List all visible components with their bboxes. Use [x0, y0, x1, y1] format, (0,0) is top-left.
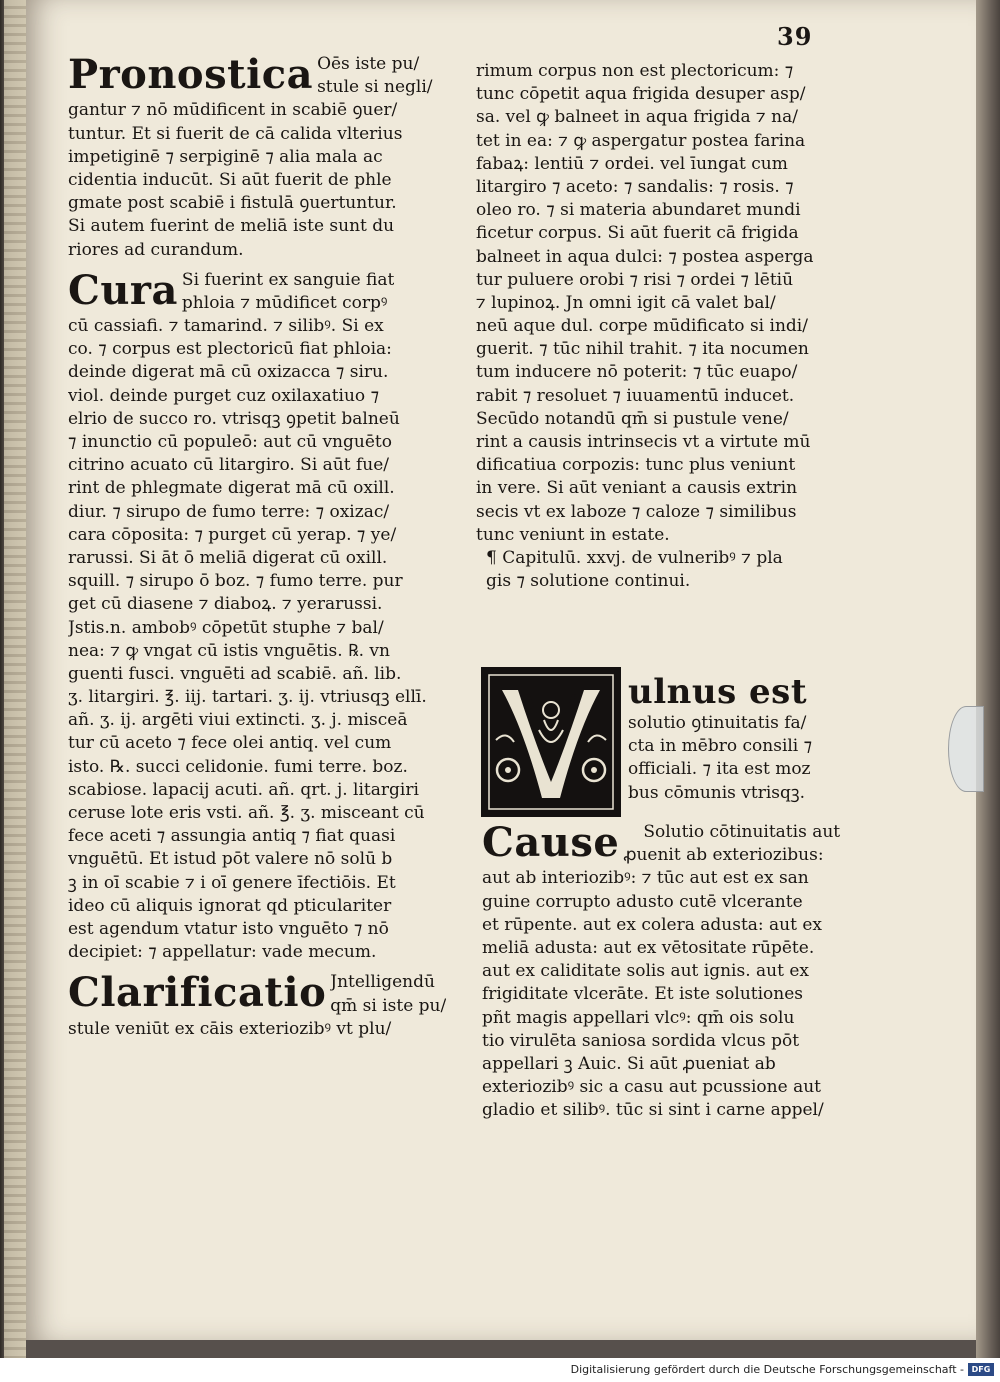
page-clip	[948, 706, 984, 792]
text-line: oleo ro. ⁊ si materia abundaret mundi	[476, 200, 801, 221]
drop-cap-ornament	[484, 670, 618, 814]
clarificatio-head-lines	[330, 970, 446, 1017]
footer-bar	[0, 1358, 1000, 1382]
text-line: Si fuerint ex sanguie fiat	[181, 269, 395, 290]
text-line: citrino acuato cū litargiro. Si aūt fue/	[68, 455, 390, 476]
text-line: ꝓuenit ab exteriozibus:	[623, 845, 824, 866]
text-line: dificatiua corpozis: tunc plus veniunt	[476, 455, 796, 476]
text-line: meliā adusta: aut ex vētositate rūpēte.	[482, 937, 815, 958]
cura-body	[68, 315, 456, 964]
cause-section	[482, 820, 862, 1122]
cura-heading: Cura	[68, 266, 178, 314]
text-line: rimum corpus non est plectoricum: ⁊	[476, 61, 794, 81]
cura-heading-row	[68, 268, 456, 315]
clarificatio-heading-row	[68, 970, 456, 1017]
text-line: neū aque dul. corpe mūdificato si indi/	[476, 316, 808, 337]
text-line: bus cōmunis vtrisqꝫ.	[628, 782, 805, 803]
funding-notice: Digitalisierung gefördert durch die Deutsche Forschungsgemeinschaft -	[570, 1363, 964, 1376]
text-line: ʒ. litargiri. ℥. iij. tartari. ʒ. ij. vtriusqꝫ ellī.	[68, 687, 427, 708]
pronostica-body	[68, 99, 456, 261]
text-line: balneet in aqua dulci: ⁊ postea asperga	[476, 246, 814, 267]
text-line: scabiose. lapacij acuti. añ. qrt. j. litargiri	[68, 779, 419, 800]
text-line: stule veniūt ex cāis exteriozibꝰ vt plu/	[68, 1018, 392, 1039]
text-line: Oēs iste pu/	[317, 54, 420, 74]
text-line: ideo cū aliquis ignorat qd pticulariter	[68, 895, 392, 916]
text-line: get cū diasene ⁊ diaboꝝ. ⁊ yerarussi.	[68, 594, 383, 615]
text-line: fece aceti ⁊ assungia antiq ⁊ fiat quasi	[68, 826, 396, 847]
text-line: secis vt ex laboze ⁊ caloze ⁊ similibus	[476, 501, 797, 522]
vulnus-body	[628, 712, 858, 805]
text-line: decipiet: ⁊ appellatur: vade mecum.	[68, 942, 377, 963]
text-line: rarussi. Si āt ō meliā digerat cū oxill.	[68, 547, 388, 568]
text-line: deinde digerat mā cū oxizacca ⁊ siru.	[68, 362, 389, 383]
text-line: Jstis.n. ambobꝰ cōpetūt stuphe ⁊ bal/	[68, 617, 384, 638]
text-line: tet in ea: ⁊ ꝙ aspergatur postea farina	[476, 130, 806, 151]
pronostica-heading-row	[68, 52, 456, 99]
text-line: gis ⁊ solutione continui.	[486, 571, 691, 592]
text-line: pñt magis appellari vlcꝰ: qm̄ ois solu	[482, 1007, 795, 1028]
text-line: squill. ⁊ sirupo ō boz. ⁊ fumo terre. pur	[68, 571, 403, 592]
pronostica-head-lines	[317, 52, 432, 99]
text-line: tuntur. Et si fuerit de cā calida vlterius	[68, 123, 403, 144]
pronostica-heading: Pronostica	[68, 51, 314, 98]
text-line: cta in mēbro consili ⁊	[628, 736, 813, 757]
vulnus-heading: ulnus est	[628, 672, 808, 712]
text-line: tunc cōpetit aqua frigida desuper asp/	[476, 84, 806, 105]
text-line: guine corrupto adusto cutē vlcerante	[482, 891, 803, 912]
text-line: añ. ʒ. ij. argēti viui extincti. ʒ. j. misceā	[68, 710, 408, 731]
cause-heading-row	[482, 820, 862, 867]
text-line: guenti fusci. vnguēti ad scabiē. añ. lib.	[68, 663, 402, 684]
text-line: nea: ⁊ ꝙ vngat cū istis vnguētis. ℞. vn	[68, 640, 390, 661]
text-line: rint de phlegmate digerat mā cū oxill.	[68, 478, 395, 499]
text-line: guerit. ⁊ tūc nihil trahit. ⁊ ita nocumen	[476, 339, 809, 360]
text-line: vnguētū. Et istud pōt valere nō solū b	[68, 849, 393, 870]
left-column	[68, 52, 456, 1041]
text-line: frigiditate vlcerāte. Et iste solutiones	[482, 984, 804, 1005]
text-line: fabaꝝ: lentiū ⁊ ordei. vel īungat cum	[476, 153, 788, 174]
text-line: isto. ℞. succi celidonie. fumi terre. boz.	[68, 756, 408, 777]
text-line: cū cassiafi. ⁊ tamarind. ⁊ silibꝰ. Si ex	[68, 316, 384, 337]
text-line: gladio et silibꝰ. tūc si sint i carne appel/	[482, 1100, 824, 1121]
text-line: ceruse lote eris vsti. añ. ℥. ʒ. misceant cū	[68, 803, 425, 823]
text-line: Secūdo notandū qm̄ si pustule vene/	[476, 408, 789, 429]
right-column	[476, 60, 856, 593]
text-line: diur. ⁊ sirupo de fumo terre: ⁊ oxizac/	[68, 501, 390, 522]
text-line: tum inducere nō poterit: ⁊ tūc euapo/	[476, 362, 798, 383]
text-line: sa. vel ꝙ balneet in aqua frigida ⁊ na/	[476, 107, 798, 128]
text-line: ficetur corpus. Si aūt fuerit cā frigida	[476, 223, 799, 244]
text-line: in vere. Si aūt veniant a causis extrin	[476, 478, 798, 499]
text-line: tur cū aceto ⁊ fece olei antiq. vel cum	[68, 733, 392, 754]
clarificatio-body	[68, 1018, 456, 1041]
text-line: Solutio cōtinuitatis aut	[643, 822, 841, 842]
text-line: ¶ Capitulū. xxvj. de vulneribꝰ ⁊ pla	[486, 547, 783, 568]
text-line: litargiro ⁊ aceto: ⁊ sandalis: ⁊ rosis. ⁊	[476, 176, 794, 197]
text-line: co. ⁊ corpus est plectoricū fiat phloia:	[68, 339, 392, 360]
text-line: cara cōposita: ⁊ purget cū yerap. ⁊ ye/	[68, 524, 397, 545]
text-line: aut ex caliditate solis aut ignis. aut ex	[482, 961, 809, 982]
text-line: tio virulēta saniosa sordida vlcus pōt	[482, 1030, 800, 1051]
cause-heading: Cause	[482, 819, 620, 866]
text-line: tunc veniunt in estate.	[476, 524, 670, 545]
text-line: ꝫ in oī scabie ⁊ i oī genere īfectiōis. Et	[68, 872, 396, 893]
text-line: ⁊ lupinoꝝ. Jn omni igit cā valet bal/	[476, 292, 776, 313]
text-line: exteriozibꝰ sic a casu aut pcussione aut	[482, 1077, 821, 1098]
cause-head-lines	[623, 820, 840, 867]
page-number: 39	[777, 22, 813, 51]
text-line: rint a causis intrinsecis vt a virtute mū	[476, 432, 811, 452]
left-page-leaf	[4, 0, 26, 1358]
text-line: rabit ⁊ resoluet ⁊ iuuamentū inducet.	[476, 385, 795, 406]
cause-body	[482, 867, 862, 1122]
text-line: tur puluere orobi ⁊ risi ⁊ ordei ⁊ lētiū	[476, 269, 794, 290]
cura-head-lines	[182, 268, 394, 315]
text-line: gmate post scabiē i fistulā ꝯuertuntur.	[68, 193, 397, 214]
text-line: cidentia inducūt. Si aūt fuerit de phle	[68, 169, 392, 190]
text-line: ⁊ inunctio cū populeō: aut cū vnguēto	[68, 432, 392, 452]
text-line: qm̄ si iste pu/	[330, 995, 447, 1016]
text-line: est agendum vtatur isto vnguēto ⁊ nō	[68, 918, 389, 939]
text-line: gantur ⁊ nō mūdificent in scabiē ꝯuer/	[68, 100, 398, 121]
text-line: Jntelligendū	[330, 972, 435, 993]
vulnus-block	[628, 672, 858, 805]
text-line: aut ab interiozibꝰ: ⁊ tūc aut est ex san	[482, 868, 809, 889]
text-line: stule si negli/	[317, 77, 433, 98]
chapter-title	[476, 547, 856, 593]
text-line: viol. deinde purget cuz oxilaxatiuo ⁊	[68, 385, 380, 406]
right-page-edge	[976, 0, 1000, 1358]
text-line: appellari ꝫ Auic. Si aūt ꝓueniat ab	[482, 1053, 776, 1074]
text-line: solutio ꝯtinuitatis fa/	[628, 713, 807, 733]
clarificatio-heading: Clarificatio	[68, 969, 327, 1017]
text-line: riores ad curandum.	[68, 239, 244, 260]
text-line: elrio de succo ro. vtrisqꝫ ꝯpetit balneū	[68, 408, 400, 429]
text-line: Si autem fuerint de meliā iste sunt du	[68, 216, 395, 237]
dfg-logo: DFG	[968, 1363, 994, 1376]
drop-cap-v-woodcut	[481, 667, 621, 817]
text-line: impetiginē ⁊ serpiginē ⁊ alia mala ac	[68, 146, 383, 167]
text-line: et rūpente. aut ex colera adusta: aut ex	[482, 914, 823, 935]
text-line: officiali. ⁊ ita est moz	[628, 759, 811, 780]
right-top-body	[476, 60, 856, 547]
text-line: phloia ⁊ mūdificet corpꝰ	[181, 292, 388, 313]
